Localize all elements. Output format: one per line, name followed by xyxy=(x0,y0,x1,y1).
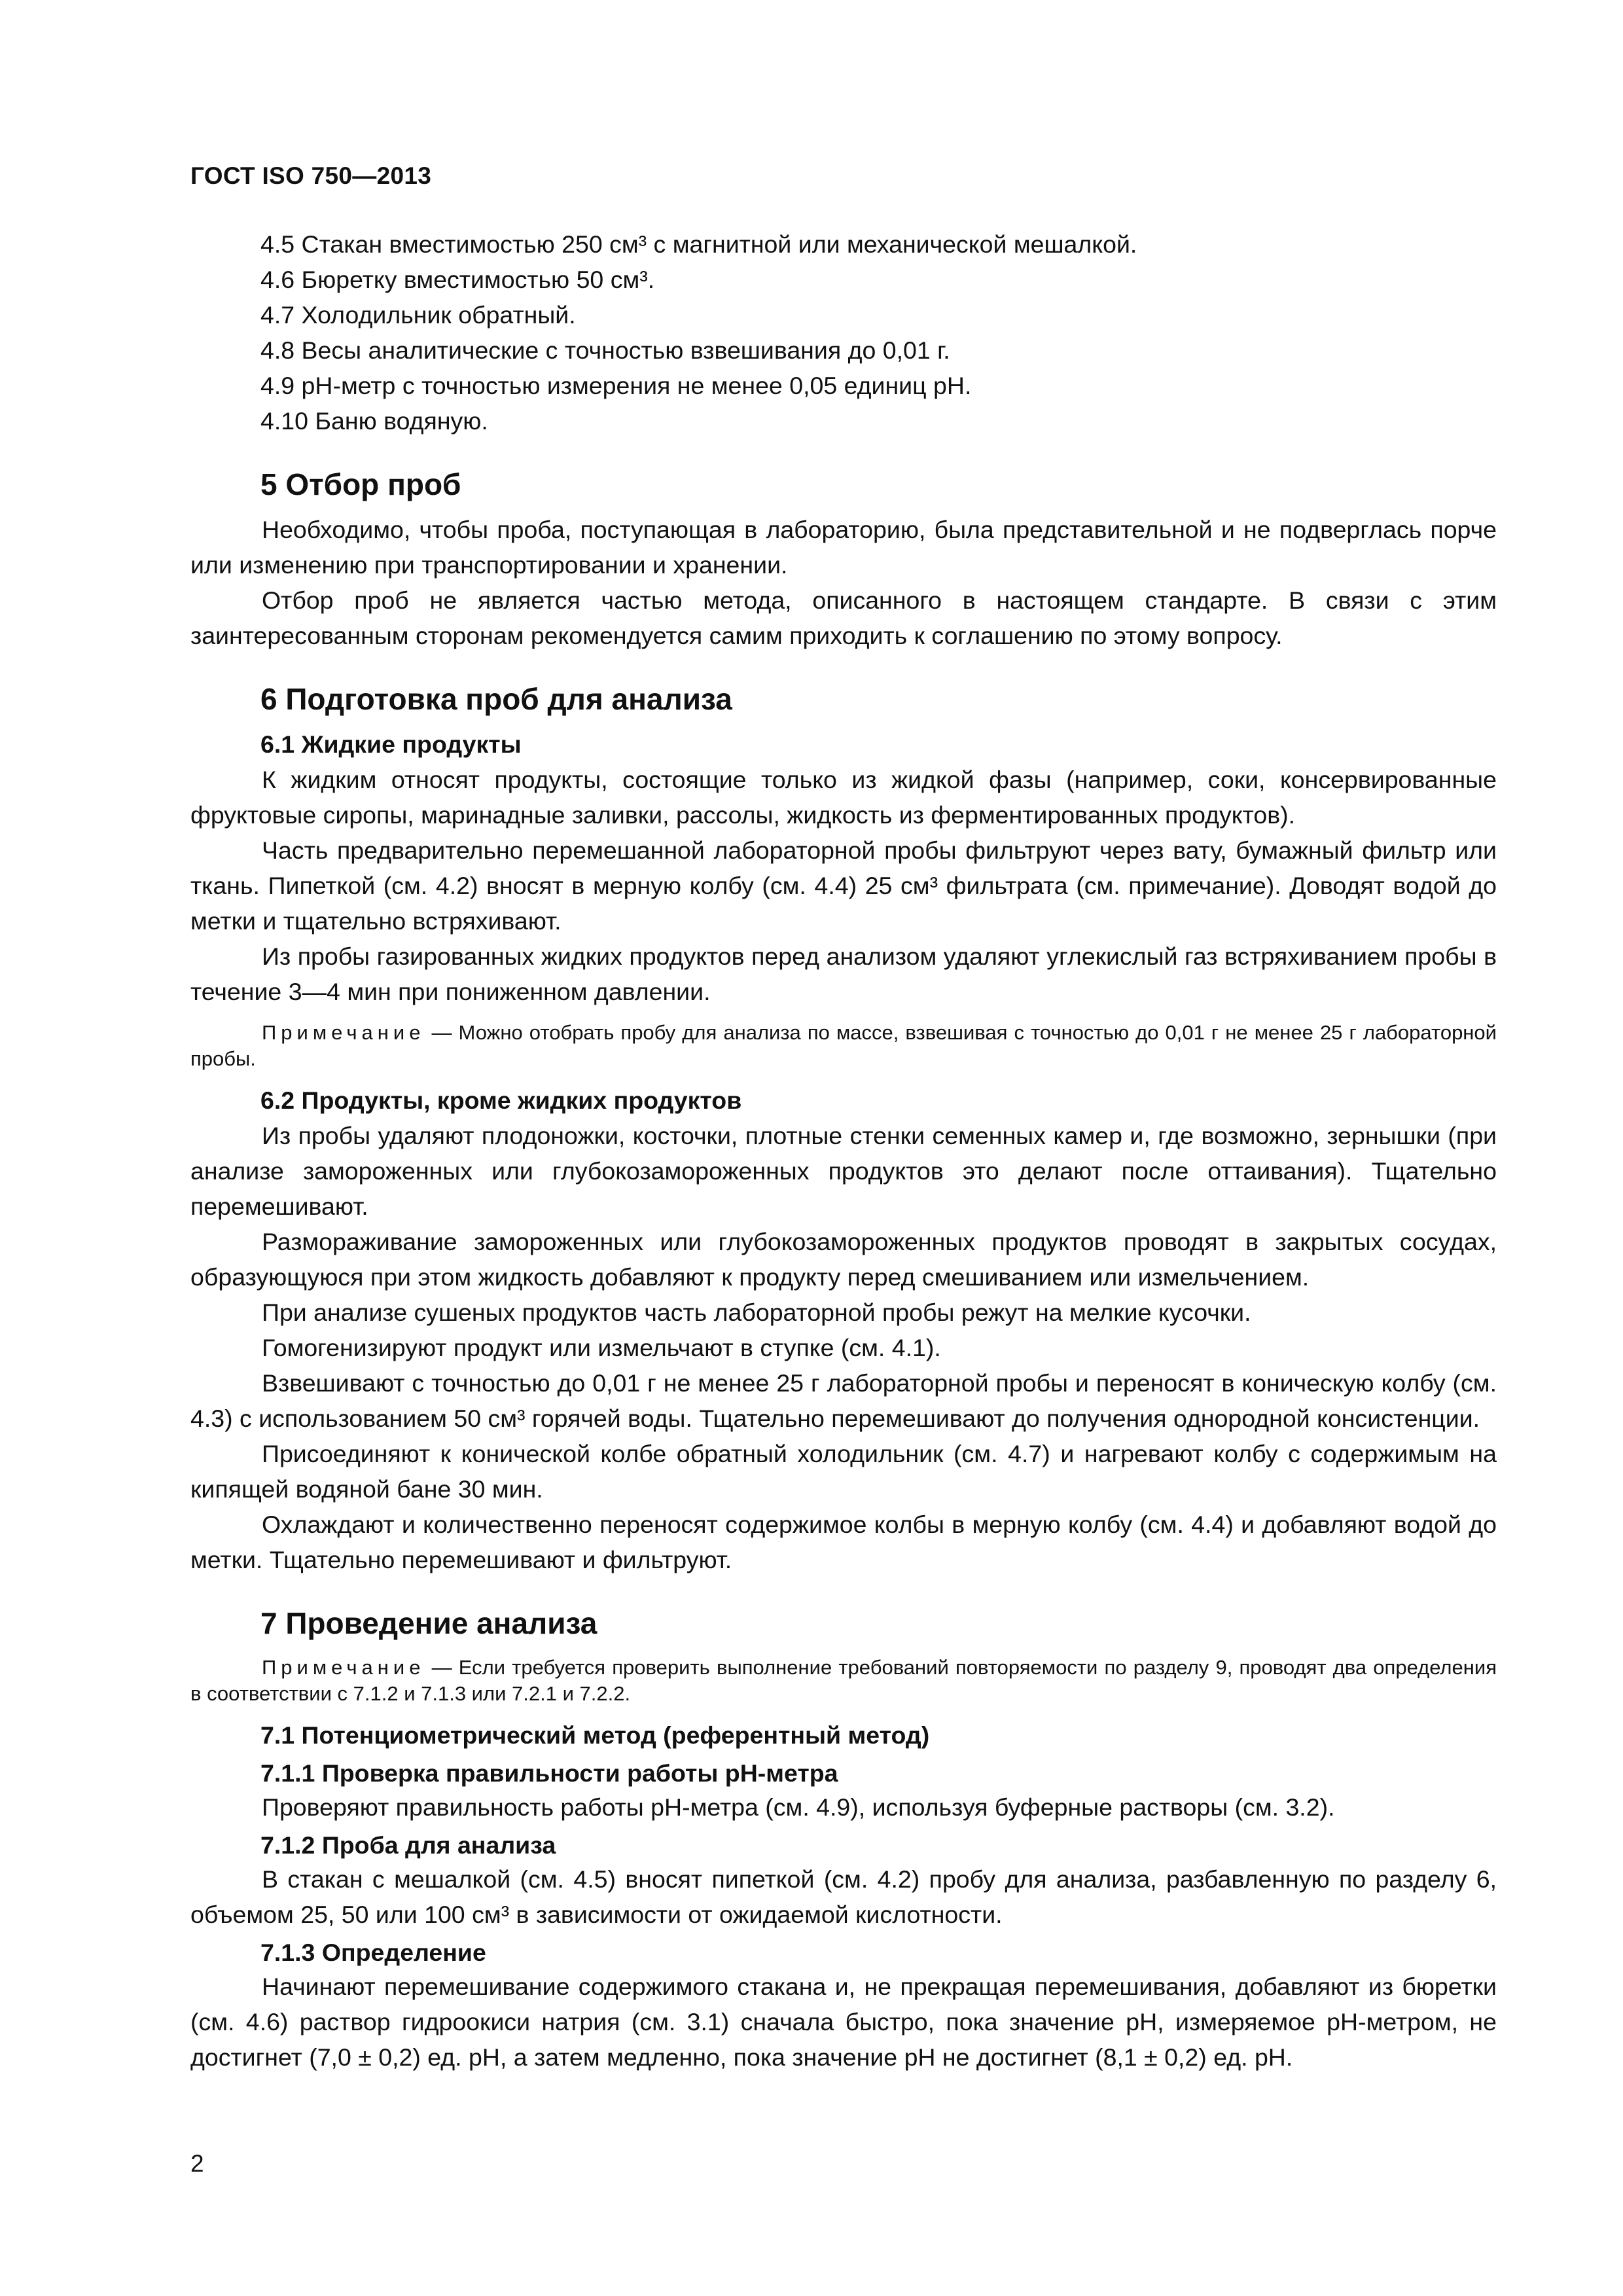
paragraph: К жидким относят продукты, состоящие только из жидкой фазы (например, соки, консервированные фруктовые сиропы, маринадные заливки, рассолы, жидкость из ферментированных продуктов). xyxy=(190,766,1497,829)
list-item: 4.7 Холодильник обратный. xyxy=(260,301,576,329)
paragraph: Охлаждают и количественно переносят содержимое колбы в мерную колбу (см. 4.4) и добавляют водой до метки. Тщательно перемешивают и фильтруют. xyxy=(190,1511,1497,1573)
paragraph: Из пробы удаляют плодоножки, косточки, плотные стенки семенных камер и, где возможно, зернышки (при анализе замороженных или глубокозамороженных продуктов это делают после оттаивания). Тщательно перемешивают. xyxy=(190,1122,1497,1220)
subsection-6-1-heading: 6.1 Жидкие продукты xyxy=(260,730,522,758)
note-label: Примечание xyxy=(262,1656,425,1679)
paragraph: Необходимо, чтобы проба, поступающая в лабораторию, была представительной и не подверглась порче или изменению при транспортировании и хранении. xyxy=(190,516,1497,579)
paragraph: Присоединяют к конической колбе обратный холодильник (см. 4.7) и нагревают колбу с содержимым на кипящей водяной бане 30 мин. xyxy=(190,1440,1497,1503)
paragraph: Начинают перемешивание содержимого стакана и, не прекращая перемешивания, добавляют из бюретки (см. 4.6) раствор гидроокиси натрия (см. 3.1) сначала быстро, пока значение pH, измеряемое pH-метром, не достигнет (7,0 ± 0,2) ед. pH, а затем медленно, пока значение pH не достигнет (8,1 ± 0,2) ед. pH. xyxy=(190,1973,1497,2071)
note-text: — Если требуется проверить выполнение требований повторяемости по разделу 9, проводят два определения в соответствии с 7.1.2 и 7.1.3 или 7.2.1 и 7.2.2. xyxy=(190,1656,1497,1705)
paragraph: Взвешивают с точностью до 0,01 г не менее 25 г лабораторной пробы и переносят в коническую колбу (см. 4.3) с использованием 50 см³ горячей воды. Тщательно перемешивают до получения однородной консистенции. xyxy=(190,1369,1497,1432)
paragraph: Гомогенизируют продукт или измельчают в ступке (см. 4.1). xyxy=(262,1334,941,1361)
note xyxy=(190,1020,1497,1072)
document-code-header: ГОСТ ISO 750—2013 xyxy=(190,162,432,189)
paragraph: В стакан с мешалкой (см. 4.5) вносят пипеткой (см. 4.2) пробу для анализа, разбавленную по разделу 6, объемом 25, 50 или 100 см³ в зависимости от ожидаемой кислотности. xyxy=(190,1865,1497,1928)
page-body xyxy=(190,226,1497,2075)
note-text: — Можно отобрать пробу для анализа по массе, взвешивая с точностью до 0,01 г не менее 25 г лабораторной пробы. xyxy=(190,1021,1497,1070)
paragraph: Отбор проб не является частью метода, описанного в настоящем стандарте. В связи с этим заинтересованным сторонам рекомендуется самим приходить к соглашению по этому вопросу. xyxy=(190,586,1497,649)
paragraph: Часть предварительно перемешанной лабораторной пробы фильтруют через вату, бумажный фильтр или ткань. Пипеткой (см. 4.2) вносят в мерную колбу (см. 4.4) 25 см³ фильтрата (см. примечание). Доводят водой до метки и тщательно встряхивают. xyxy=(190,836,1497,935)
subsection-7-1-1-heading: 7.1.1 Проверка правильности работы pH-метра xyxy=(260,1759,838,1787)
paragraph: При анализе сушеных продуктов часть лабораторной пробы режут на мелкие кусочки. xyxy=(262,1299,1251,1326)
paragraph: Из пробы газированных жидких продуктов перед анализом удаляют углекислый газ встряхиванием пробы в течение 3—4 мин при пониженном давлении. xyxy=(190,942,1497,1005)
subsection-6-2-heading: 6.2 Продукты, кроме жидких продуктов xyxy=(260,1086,742,1114)
list-item: 4.5 Стакан вместимостью 250 см³ с магнитной или механической мешалкой. xyxy=(260,230,1137,258)
section-6-heading: 6 Подготовка проб для анализа xyxy=(260,682,732,716)
subsection-7-1-heading: 7.1 Потенциометрический метод (референтный метод) xyxy=(260,1721,930,1749)
list-item: 4.6 Бюретку вместимостью 50 см³. xyxy=(260,266,655,293)
list-item: 4.9 pH-метр с точностью измерения не менее 0,05 единиц pH. xyxy=(260,372,972,399)
section-7-heading: 7 Проведение анализа xyxy=(260,1606,597,1640)
list-item: 4.10 Баню водяную. xyxy=(260,407,488,435)
list-item: 4.8 Весы аналитические с точностью взвешивания до 0,01 г. xyxy=(260,336,950,364)
note xyxy=(190,1655,1497,1707)
paragraph: Размораживание замороженных или глубокозамороженных продуктов проводят в закрытых сосудах, образующуюся при этом жидкость добавляют к продукту перед смешиванием или измельчением. xyxy=(190,1228,1497,1291)
note-label: Примечание xyxy=(262,1021,425,1044)
subsection-7-1-2-heading: 7.1.2 Проба для анализа xyxy=(260,1831,556,1859)
subsection-7-1-3-heading: 7.1.3 Определение xyxy=(260,1939,486,1966)
paragraph: Проверяют правильность работы pH-метра (см. 4.9), используя буферные растворы (см. 3.2). xyxy=(262,1793,1335,1821)
page-number: 2 xyxy=(190,2150,204,2177)
section-5-heading: 5 Отбор проб xyxy=(260,467,461,501)
